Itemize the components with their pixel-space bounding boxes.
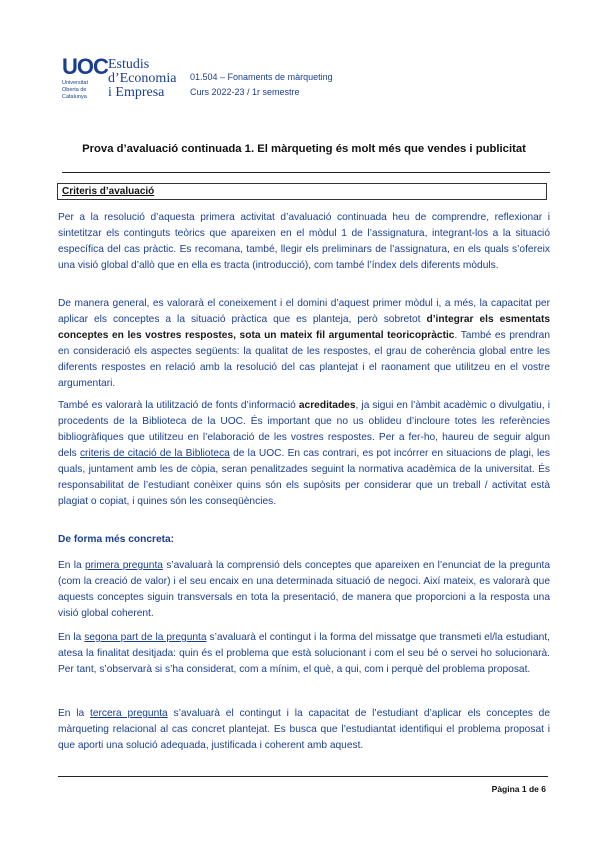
paragraph-q3-underline: tercera pregunta [90,708,168,719]
logo-title-line-3: i Empresa [108,85,165,100]
section-heading-box [57,183,547,200]
logo-subtitle: Universitat Oberta de Catalunya [62,80,88,100]
paragraph-intro-text: Per a la resolució d’aquesta primera activitat d’avaluació continuada heu de comprendre, reflexionar i sintetitzar els continguts teòrics que apareixen en el mòdul 1 de l’assignatura, integrant-los a la situació específica del cas pràctic. Es recomana, també, llegir els preliminars de l’assignatura, en els quals s’ofereix una visió global d’allò que en ella es tracta (introducció), com també l’índex dels diferents mòduls. [58,212,550,271]
paragraph-sources-text: També es valorarà la utilització de fonts d’informació [58,400,299,411]
paragraph-sources-text-mid: , ja sigui en l’àmbit acadèmic o divulgatiu, i procedents de la Biblioteca de la UOC. És important que no us oblideu d’incloure totes les referències bibliogràfiques que utilitzeu en l’elaboració de les vostres respostes. Per a fer-ho, haureu de seguir algun dels [58,400,550,459]
document-title: Prova d’avaluació continuada 1. El màrqueting és molt més que vendes i publicitat [82,143,526,155]
logo-title-line-1: Estudis [108,57,150,72]
paragraph-question-2 [58,630,550,678]
page-number: Pàgina 1 de 6 [491,784,546,794]
paragraph-sources-text-end: de la UOC. En cas contrari, es pot incórrer en situacions de plagi, les quals, juntament amb les de còpia, seran penalitzades seguint la normativa acadèmica de la universitat. És responsabilitat de l’estudiant conèixer quins són els supòsits per considerar que un treball / activitat està plagiat o copiat, i quines són les conseqüències. [58,448,550,507]
paragraph-q1-underline: primera pregunta [84,560,163,571]
logo-title-line-2: d’Economia [108,71,177,86]
uoc-logo [62,56,180,104]
citation-criteria-link[interactable]: criteris de citació de la Biblioteca [79,448,230,459]
paragraph-q1-text-end: s’avaluarà la comprensió dels conceptes que apareixen en l’enunciat de la pregunta (com la creació de valor) i el seu encaix en una determinada situació de negoci. Així mateix, es valorarà que aquests conceptes siguin transversals en tota la presentació, de manera que proporcioni a la resposta una visió global coherent. [58,560,550,619]
paragraph-q2-text: En la [58,632,85,643]
paragraph-q3-text-end: s’avaluarà el contingut i la capacitat de l’estudiant d’aplicar els conceptes de màrqueting relacional al cas concret plantejat. Es busca que l’estudiantat identifiqui el problema proposat i que aporti una solució adequada, justificada i coherent amb aquest. [58,708,550,751]
paragraph-general-text-end: . També es prendran en consideració els aspectes següents: la qualitat de les respostes, el grau de coherència global entre les diferents respostes en relació amb la resolució del cas plantejat i el raonament que utilitzeu en el vostre argumentari. [58,330,550,389]
paragraph-question-1 [58,558,550,622]
logo-title [108,58,176,100]
course-term: Curs 2022-23 / 1r semestre [190,87,300,97]
paragraph-q3-text: En la [58,708,90,719]
logo-mark: UOC [62,54,108,79]
paragraph-general [58,296,550,392]
paragraph-general-text: De manera general, es valorarà el coneixement i el domini d’aquest primer mòdul i, a més, la capacitat per aplicar els conceptes a la situació pràctica que es planteja, però sobretot [58,298,550,325]
paragraph-question-3 [58,706,550,754]
paragraph-sources [58,398,550,510]
footer-rule [58,776,548,777]
title-rule [62,172,550,173]
paragraph-q1-text: En la [58,560,85,571]
paragraph-intro [58,210,550,274]
paragraph-general-emphasis: d’integrar els esmentats conceptes en les vostres respostes, sota un mateix fil argumental teoricopràctic [58,314,550,341]
paragraph-sources-emphasis: acreditades [298,400,356,411]
course-info [190,70,333,100]
subheading-specific: De forma més concreta: [58,534,175,545]
paragraph-q2-underline: segona part de la pregunta [84,632,207,643]
paragraph-q2-text-end: s’avaluarà el contingut i la forma del missatge que transmeti el/la estudiant, atesa la finalitat desitjada: quin és el problema que està solucionant i com el seu bé o servei ho solucionarà. Per tant, s’observarà si s’ha considerat, com a mínim, el què, a qui, com i perquè del problema proposat. [58,632,550,675]
course-code: 01.504 – Fonaments de màrqueting [190,72,333,82]
section-heading: Criteris d’avaluació [62,186,155,197]
